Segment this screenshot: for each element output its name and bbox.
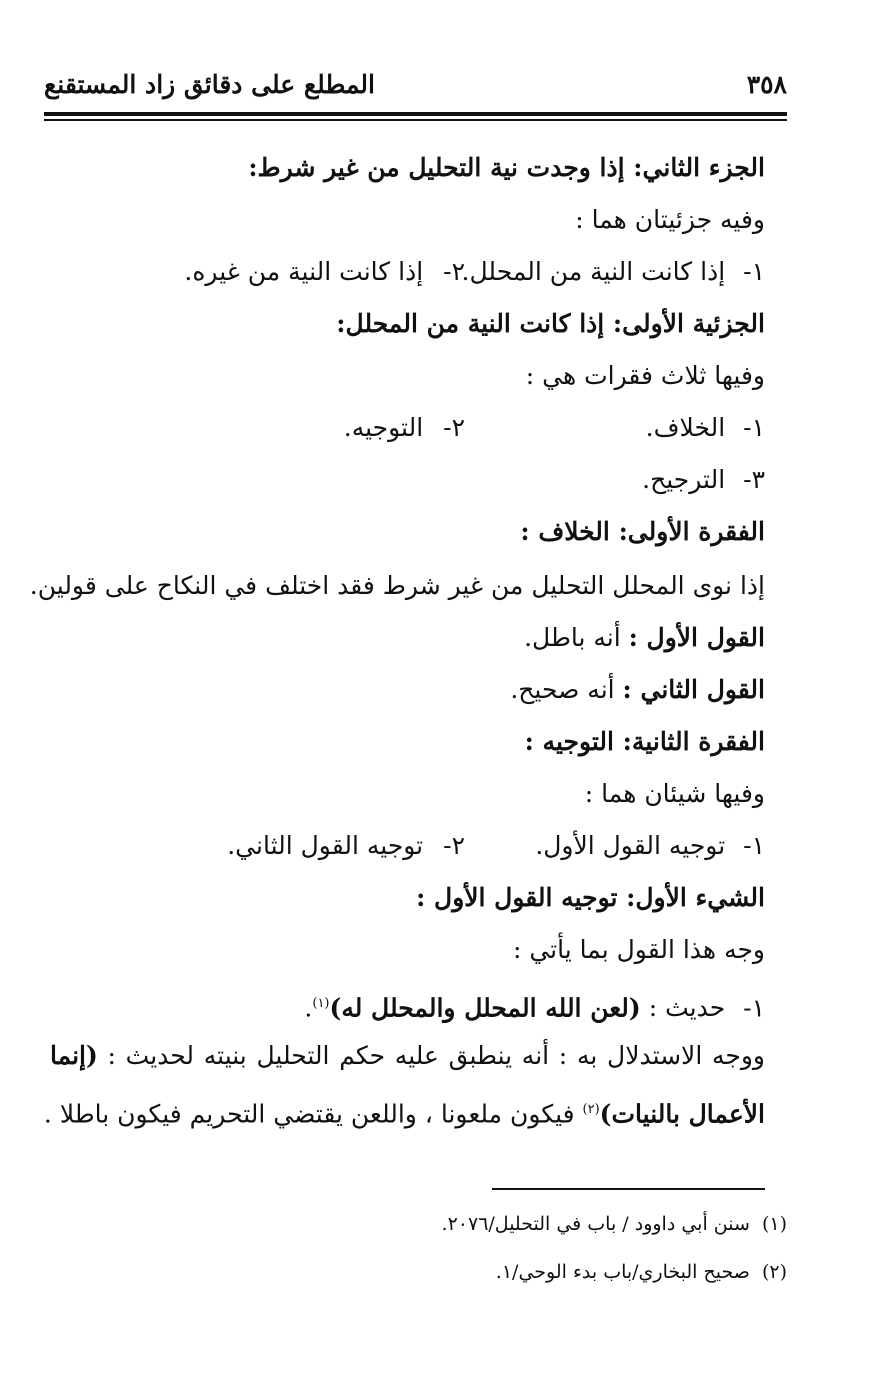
punctuation: . [304, 993, 313, 1023]
list-number: ٣- [743, 465, 765, 494]
footnote-text: سنن أبي داوود / باب في التحليل/٢٠٧٦. [441, 1213, 750, 1235]
list-item [184, 254, 465, 290]
list-number: ٢- [443, 413, 465, 442]
footnote-text: صحيح البخاري/باب بدء الوحي/١. [495, 1261, 750, 1283]
paragraph-heading: الفقرة الأولى: الخلاف : [520, 517, 765, 546]
hadith-text: (لعن الله المحلل والمحلل له) [329, 993, 641, 1023]
subsection-heading: الجزئية الأولى: إذا كانت النية من المحلل: [336, 309, 765, 338]
footnote [496, 1258, 787, 1286]
list-item [646, 410, 765, 446]
list-text: الخلاف. [645, 413, 726, 442]
text-line: وفيها ثلاث فقرات هي : [525, 361, 765, 390]
text-line: إذا نوى المحلل التحليل من غير شرط فقد اختلف في النكاح على قولين. [29, 571, 765, 600]
header-rule-thin [44, 119, 787, 121]
opinion-text: أنه صحيح. [510, 675, 615, 704]
opinion-label: القول الأول : [628, 623, 765, 652]
list-number: ٢- [443, 257, 465, 286]
page-number: ٣٥٨ [746, 69, 787, 99]
list-text: التوجيه. [343, 413, 424, 442]
list-item [344, 410, 465, 446]
list-item [535, 828, 765, 864]
section-heading: الجزء الثاني: إذا وجدت نية التحليل من غير شرط: [248, 153, 765, 182]
list-item [462, 254, 765, 290]
list-number: ١- [743, 831, 765, 860]
text-line [44, 1092, 765, 1132]
hadith-text: (إنما [50, 1041, 98, 1070]
text-line [50, 1038, 765, 1074]
argument-text: ووجه الاستدلال به : أنه ينطبق عليه حكم التحليل بنيته لحديث : [107, 1041, 765, 1070]
hadith-line [304, 986, 765, 1026]
list-text: توجيه القول الثاني. [227, 831, 424, 860]
footnote-number: (١) [761, 1213, 787, 1235]
list-number: ١- [743, 993, 765, 1023]
list-item [642, 462, 765, 498]
opinion-line [510, 672, 765, 708]
footnote-separator [492, 1188, 765, 1190]
hadith-intro: حديث : [648, 993, 726, 1023]
footnote-ref: (٢) [582, 1102, 600, 1117]
footnote [442, 1210, 787, 1238]
opinion-text: أنه باطل. [524, 623, 621, 652]
text-line: وفيه جزئيتان هما : [575, 205, 765, 234]
list-text: الترجيح. [642, 465, 726, 494]
item-heading: الشيء الأول: توجيه القول الأول : [416, 883, 765, 912]
footnote-number: (٢) [761, 1261, 787, 1283]
list-text: توجيه القول الأول. [535, 831, 726, 860]
list-text: إذا كانت النية من المحلل. [461, 257, 726, 286]
header-rule-thick [44, 112, 787, 116]
text-line: وفيها شيئان هما : [584, 779, 765, 808]
list-number: ٢- [443, 831, 465, 860]
paragraph-heading: الفقرة الثانية: التوجيه : [524, 727, 765, 756]
hadith-text: الأعمال بالنيات) [599, 1099, 765, 1129]
book-title: المطلع على دقائق زاد المستقنع [44, 69, 375, 99]
argument-text: فيكون ملعونا ، واللعن يقتضي التحريم فيكون باطلا . [43, 1099, 575, 1129]
list-text: إذا كانت النية من غيره. [184, 257, 424, 286]
text-line: وجه هذا القول بما يأتي : [512, 935, 765, 964]
list-number: ١- [743, 413, 765, 442]
opinion-line [524, 620, 765, 656]
list-item [227, 828, 465, 864]
list-number: ١- [743, 257, 765, 286]
running-header [44, 58, 787, 110]
footnote-ref: (١) [312, 996, 330, 1011]
opinion-label: القول الثاني : [622, 675, 765, 704]
